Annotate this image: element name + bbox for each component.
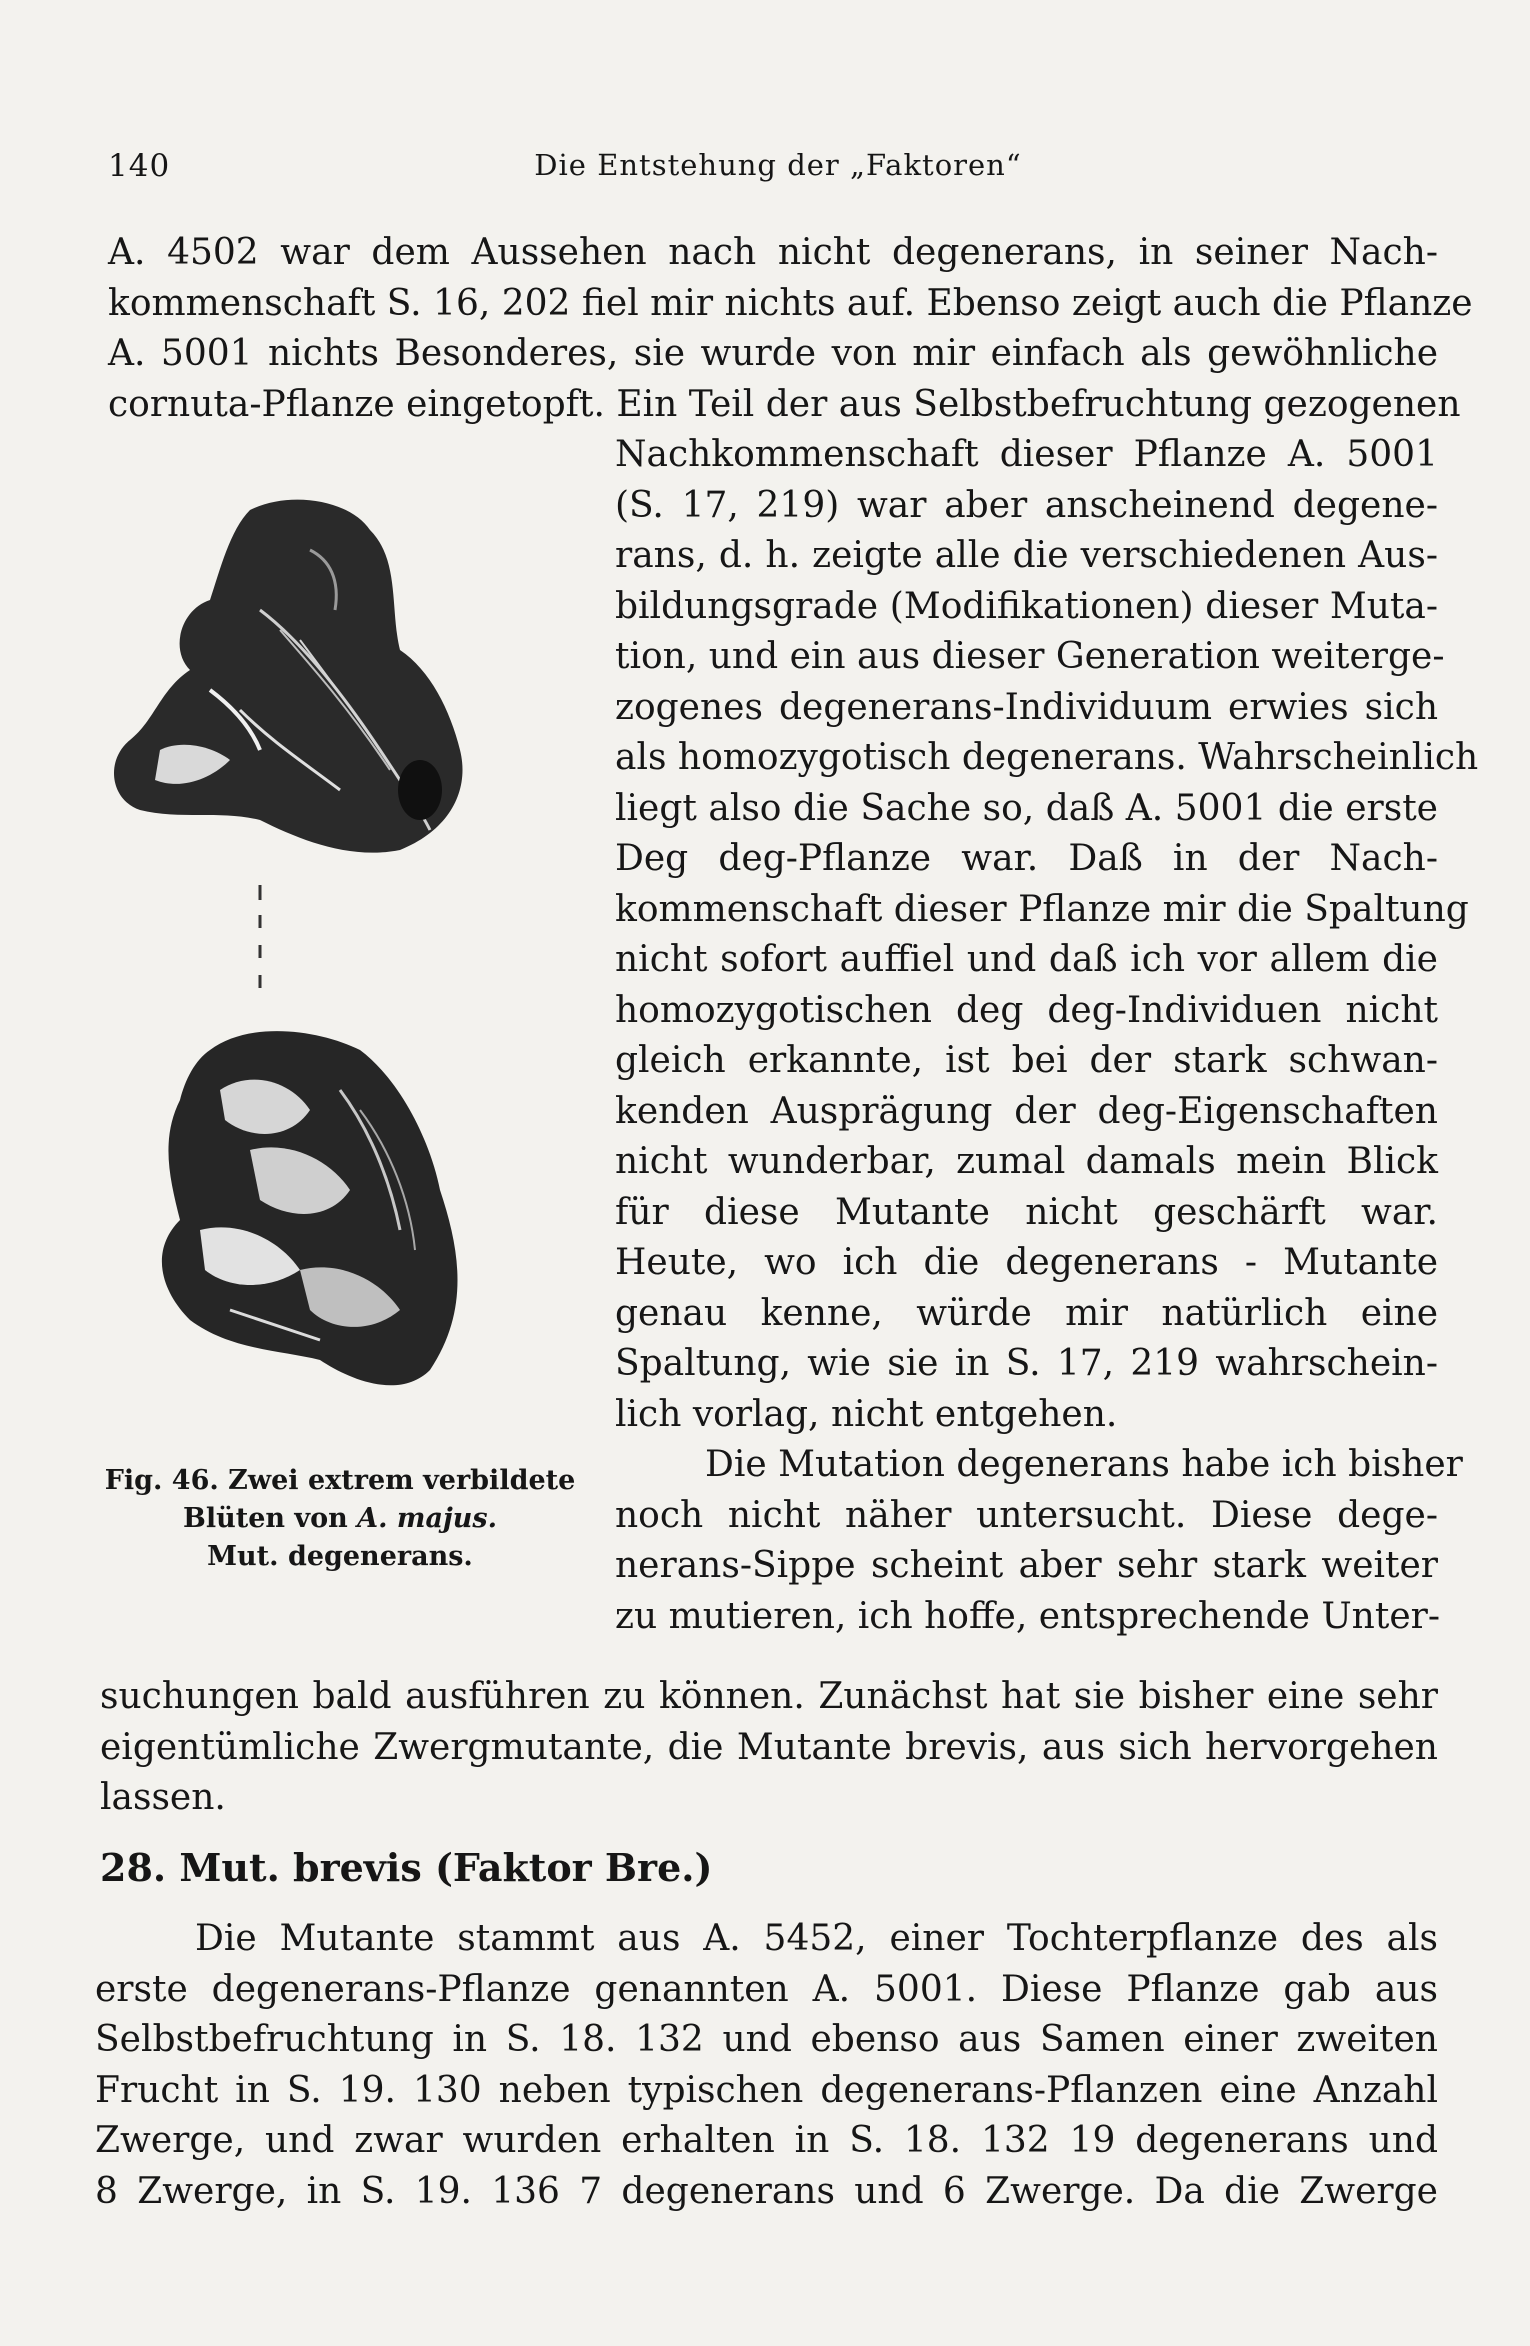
upper-flower-illustration	[114, 500, 463, 853]
text-line: eigentümliche Zwergmutante, die Mutante brevis, aus sich hervorgehen	[100, 1726, 1438, 1768]
flower-figure	[100, 490, 540, 1430]
text-line: zogenes degenerans-Individuum erwies sich	[615, 686, 1438, 728]
caption-line: Mut. degenerans.	[207, 1541, 473, 1572]
caption-line: Fig. 46. Zwei extrem verbildete	[104, 1465, 576, 1496]
lower-flower-illustration	[162, 1031, 458, 1385]
text-line: Frucht in S. 19. 130 neben typischen degenerans-Pflanzen eine Anzahl	[95, 2069, 1438, 2111]
text-line: genau kenne, würde mir natürlich eine	[615, 1292, 1438, 1334]
section-heading: 28. Mut. brevis (Faktor Bre.)	[100, 1845, 713, 1890]
text-line: kommenschaft S. 16, 202 fiel mir nichts auf. Ebenso zeigt auch die Pflanze	[108, 282, 1473, 324]
section-paragraph	[95, 1914, 1438, 2217]
text-line: liegt also die Sache so, daß A. 5001 die erste	[615, 787, 1438, 829]
text-line: Nachkommenschaft dieser Pflanze A. 5001	[615, 434, 1438, 475]
text-line: erste degenerans-Pflanze genannten A. 5001. Diese Pflanze gab aus	[95, 1968, 1438, 2010]
caption-text: Blüten von	[183, 1503, 348, 1534]
text-line: Heute, wo ich die degenerans - Mutante	[615, 1242, 1438, 1283]
top-paragraph	[108, 228, 1473, 430]
text-line: A. 5001 nichts Besonderes, sie wurde von mir einfach als gewöhnliche	[108, 333, 1438, 374]
text-line: rans, d. h. zeigte alle die verschiedenen Aus-	[615, 535, 1438, 576]
text-line: Die Mutation degenerans habe ich bisher	[705, 1444, 1463, 1485]
bottom-paragraph	[100, 1672, 1438, 1824]
text-line: noch nicht näher untersucht. Diese dege-	[615, 1494, 1438, 1536]
text-line: 8 Zwerge, in S. 19. 136 7 degenerans und 6 Zwerge. Da die Zwerge	[95, 2170, 1438, 2212]
text-line: suchungen bald ausführen zu können. Zunächst hat sie bisher eine sehr	[100, 1676, 1438, 1717]
side-column	[615, 430, 1479, 1642]
text-line: als homozygotisch degenerans. Wahrscheinlich	[615, 737, 1479, 778]
text-line: nerans-Sippe scheint aber sehr stark weiter	[615, 1545, 1438, 1586]
text-line: zu mutieren, ich hoffe, entsprechende Unter-	[615, 1595, 1441, 1637]
text-line: kommenschaft dieser Pflanze mir die Spaltung	[615, 888, 1469, 930]
text-line: A. 4502 war dem Aussehen nach nicht degenerans, in seiner Nach-	[108, 232, 1438, 273]
text-line: kenden Ausprägung der deg-Eigenschaften	[615, 1090, 1438, 1132]
text-line: lassen.	[100, 1777, 226, 1818]
text-line: Zwerge, und zwar wurden erhalten in S. 18. 132 19 degenerans und	[95, 2120, 1438, 2161]
text-line: nicht sofort auffiel und daß ich vor allem die	[615, 939, 1438, 980]
text-line: gleich erkannte, ist bei der stark schwan-	[615, 1040, 1438, 1081]
figure-caption	[100, 1462, 580, 1576]
running-head: Die Entstehung der „Faktoren“	[534, 148, 1022, 182]
text-line: bildungsgrade (Modifikationen) dieser Muta-	[615, 585, 1438, 627]
text-line: Die Mutante stammt aus A. 5452, einer Tochterpflanze des als	[195, 1918, 1438, 1959]
text-line: tion, und ein aus dieser Generation weiterge-	[615, 636, 1445, 677]
text-line: Selbstbefruchtung in S. 18. 132 und ebenso aus Samen einer zweiten	[95, 2019, 1438, 2060]
text-line: (S. 17, 219) war aber anscheinend degene-	[615, 484, 1438, 526]
text-line: lich vorlag, nicht entgehen.	[615, 1393, 1118, 1435]
page-number: 140	[108, 148, 171, 184]
text-line: Spaltung, wie sie in S. 17, 219 wahrschein-	[615, 1343, 1438, 1384]
caption-line	[100, 1500, 580, 1538]
text-line: für diese Mutante nicht geschärft war.	[615, 1191, 1438, 1233]
text-line: cornuta-Pflanze eingetopft. Ein Teil der aus Selbstbefruchtung gezogenen	[108, 383, 1461, 425]
text-line: Deg deg-Pflanze war. Daß in der Nach-	[615, 838, 1438, 879]
text-line: homozygotischen deg deg-Individuen nicht	[615, 989, 1438, 1031]
text-line: nicht wunderbar, zumal damals mein Blick	[615, 1141, 1438, 1182]
caption-species: A. majus.	[357, 1503, 497, 1534]
page-header	[108, 148, 1448, 188]
